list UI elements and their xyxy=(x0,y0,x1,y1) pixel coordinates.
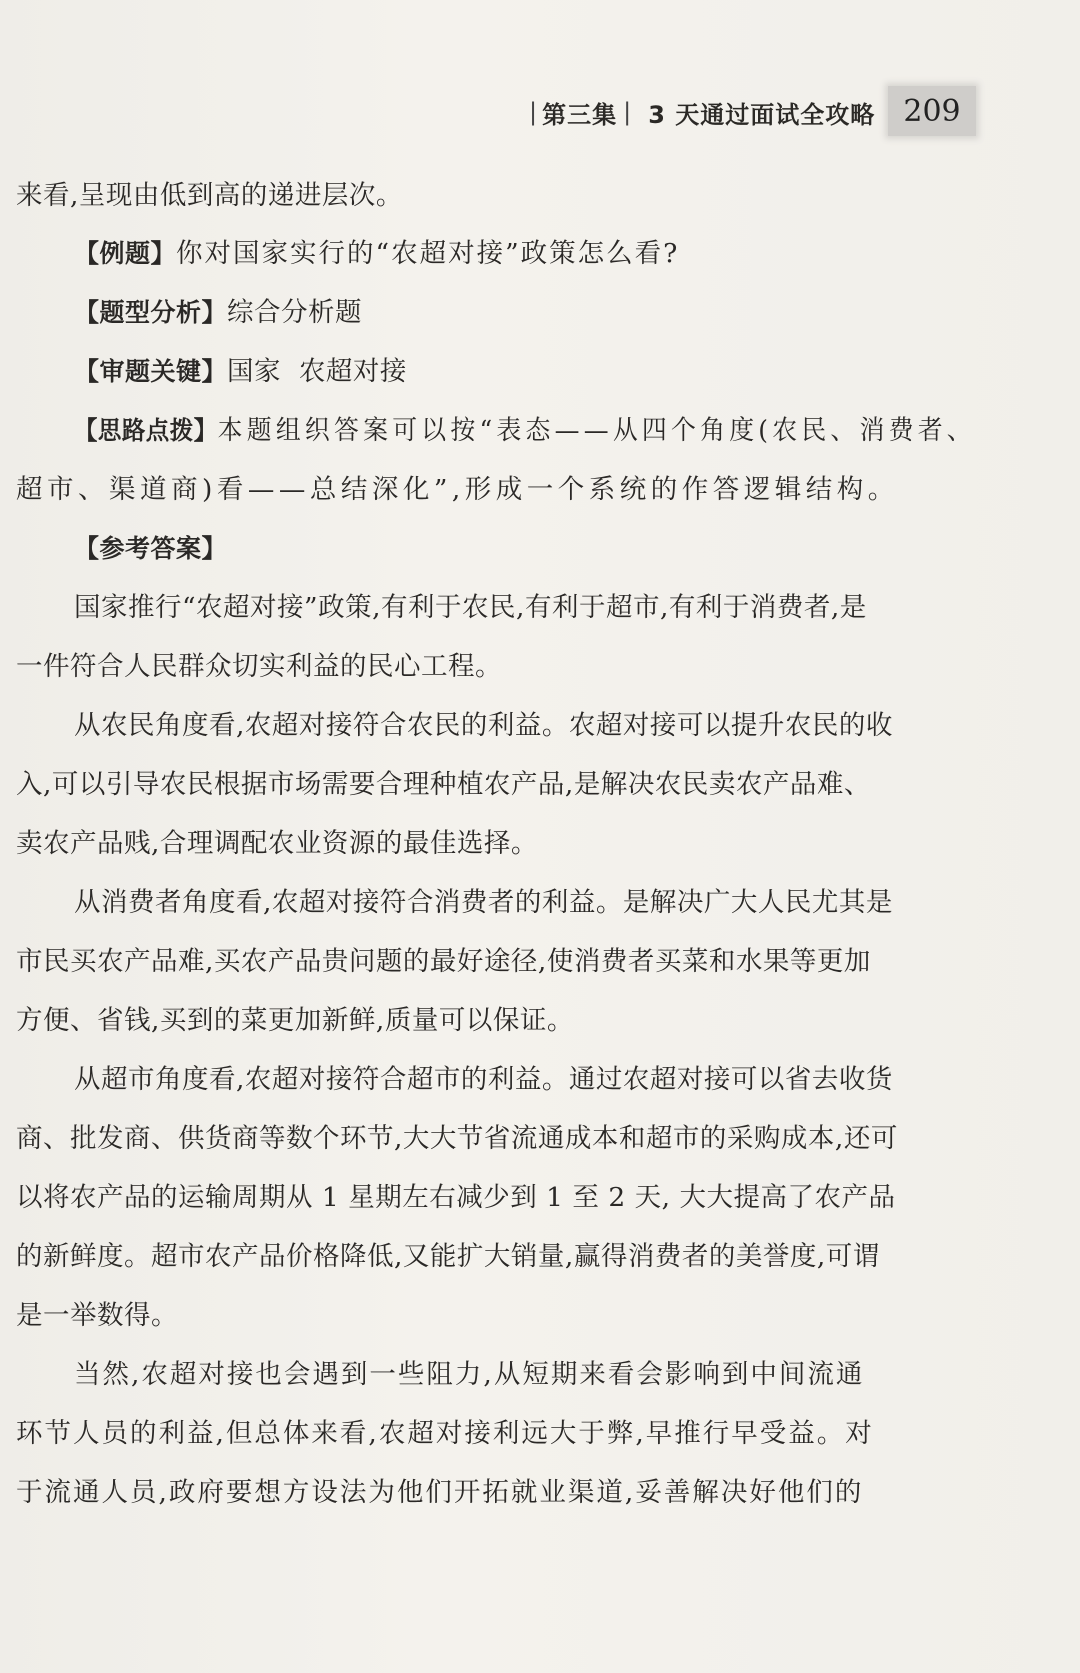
text-line: 从农民角度看,农超对接符合农民的利益。农超对接可以提升农民的收 xyxy=(74,710,893,741)
text-line: 于流通人员,政府要想方设法为他们开拓就业渠道,妥善解决好他们的 xyxy=(16,1477,864,1508)
text-line: 入,可以引导农民根据市场需要合理种植农产品,是解决农民卖农产品难、 xyxy=(16,769,871,800)
text-line: 是一举数得。 xyxy=(16,1300,178,1331)
key-points xyxy=(74,352,407,392)
key-points-tag: 【审题关键】 xyxy=(74,357,228,386)
text-line: 的新鲜度。超市农产品价格降低,又能扩大销量,赢得消费者的美誉度,可谓 xyxy=(16,1241,880,1272)
text-line: 一件符合人民群众切实利益的民心工程。 xyxy=(16,651,502,682)
approach-hint xyxy=(74,411,976,451)
text-line: 超市、渠道商)看——总结深化”,形成一个系统的作答逻辑结构。 xyxy=(16,474,899,505)
example-text: 你对国家实行的“农超对接”政策怎么看? xyxy=(176,238,680,269)
reference-answer-tag: 【参考答案】 xyxy=(74,534,228,563)
text-line: 以将农产品的运输周期从 1 星期左右减少到 1 至 2 天, 大大提高了农产品 xyxy=(16,1182,896,1213)
example-question xyxy=(74,234,679,274)
question-type xyxy=(74,293,362,333)
reference-answer-heading xyxy=(74,529,227,569)
text-line: 商、批发商、供货商等数个环节,大大节省流通成本和超市的采购成本,还可 xyxy=(16,1123,898,1154)
text-line: 从超市角度看,农超对接符合超市的利益。通过农超对接可以省去收货 xyxy=(74,1064,893,1095)
text-line: 方便、省钱,买到的菜更加新鲜,质量可以保证。 xyxy=(16,1005,574,1036)
running-header xyxy=(525,92,875,132)
header-separator-left: | xyxy=(529,98,539,126)
question-type-tag: 【题型分析】 xyxy=(74,298,228,327)
key-points-text: 国家 农超对接 xyxy=(227,356,407,387)
header-chapter: 第三集 xyxy=(542,100,618,129)
example-tag: 【例题】 xyxy=(74,239,177,268)
question-type-text: 综合分析题 xyxy=(227,297,363,328)
approach-hint-tag: 【思路点拨】 xyxy=(74,416,218,445)
text-line: 当然,农超对接也会遇到一些阻力,从短期来看会影响到中间流通 xyxy=(74,1359,865,1390)
text-line: 市民买农产品难,买农产品贵问题的最好途径,使消费者买菜和水果等更加 xyxy=(16,946,871,977)
approach-hint-text: 本题组织答案可以按“表态——从四个角度(农民、消费者、 xyxy=(217,415,976,446)
text-line: 卖农产品贱,合理调配农业资源的最佳选择。 xyxy=(16,828,538,859)
header-title: 3 天通过面试全攻略 xyxy=(648,100,876,129)
text-line: 从消费者角度看,农超对接符合消费者的利益。是解决广大人民尤其是 xyxy=(74,887,893,918)
page-number: 209 xyxy=(888,86,976,136)
text-line: 来看,呈现由低到高的递进层次。 xyxy=(16,180,403,211)
text-line: 国家推行“农超对接”政策,有利于农民,有利于超市,有利于消费者,是 xyxy=(74,592,867,623)
header-separator-right: | xyxy=(623,98,633,126)
text-line: 环节人员的利益,但总体来看,农超对接利远大于弊,早推行早受益。对 xyxy=(16,1418,874,1449)
